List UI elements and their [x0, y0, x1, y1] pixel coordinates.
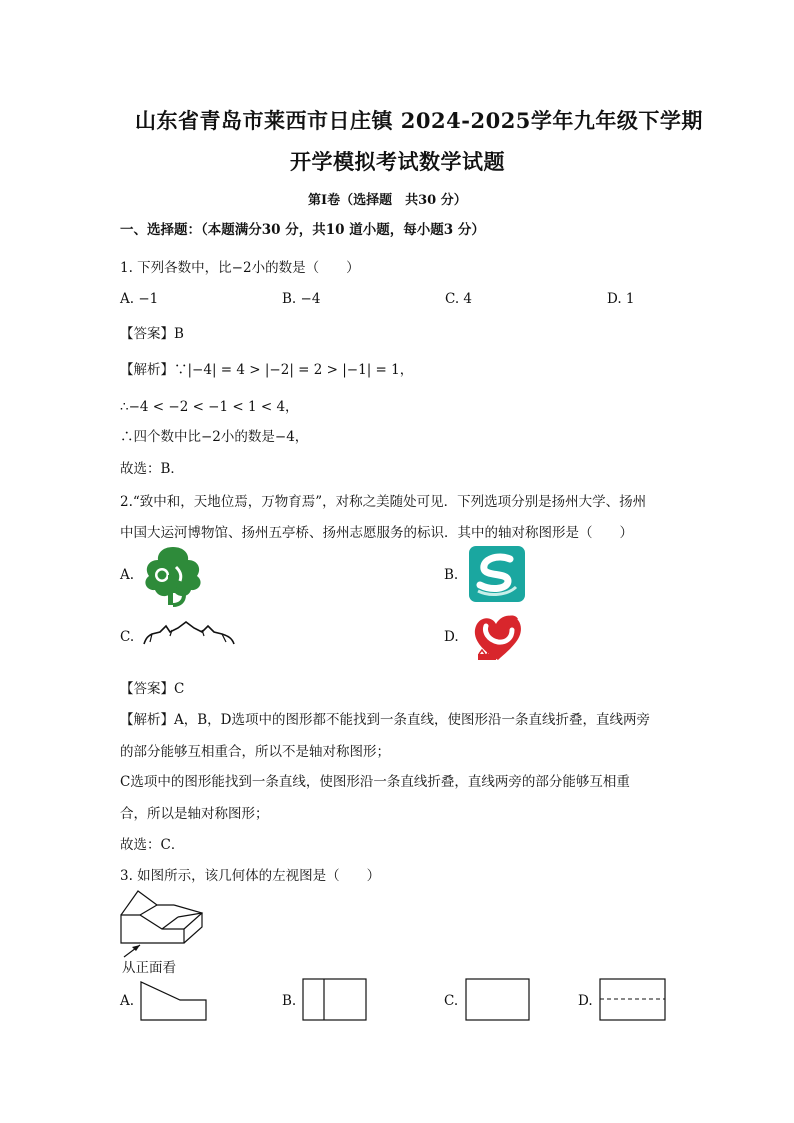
q1-analysis-2: ∴−4 < −2 < −1 < 1 < 4，	[120, 399, 299, 415]
q1-stem: 1. 下列各数中，比−2小的数是（ ）	[120, 260, 360, 276]
q2-stem-line1: 2.“致中和，天地位焉，万物育焉”，对称之美随处可见．下列选项分别是扬州大学、扬州	[120, 494, 647, 510]
tree-logo-icon	[140, 545, 206, 607]
q1-analysis-1: 【解析】∵|−4| = 4 > |−2| = 2 > |−1| = 1，	[120, 362, 414, 378]
doc-title-line1: 山东省青岛市莱西市日庄镇 2024-2025学年九年级下学期	[135, 108, 703, 133]
q1-option-a: A. −1	[120, 291, 159, 307]
q2-analysis-3: C选项中的图形能找到一条直线，使图形沿一条直线折叠，直线两旁的部分能够互相重	[120, 774, 630, 790]
volunteer-heart-logo-icon	[470, 610, 526, 666]
doc-title-line2: 开学模拟考试数学试题	[290, 149, 505, 174]
q2-analysis-5: 故选：C．	[120, 837, 185, 853]
q3-solid-figure	[118, 885, 210, 965]
pavilion-logo-icon	[142, 618, 238, 650]
q3-option-d-figure	[599, 978, 667, 1022]
q1-option-b: B. −4	[282, 291, 321, 307]
q3-label-a: A.	[120, 993, 135, 1009]
q1-answer: 【答案】B	[120, 326, 184, 342]
q1-option-d: D. 1	[607, 291, 635, 307]
q3-figure-caption: 从正面看	[122, 960, 176, 976]
q3-option-b-figure	[302, 978, 368, 1022]
q3-label-b: B.	[282, 993, 297, 1009]
part-header: 一、选择题：（本题满分30 分，共10 道小题，每小题3 分）	[120, 222, 485, 238]
q3-option-a-figure	[140, 980, 208, 1022]
q2-answer: 【答案】C	[120, 681, 185, 697]
section-header: 第Ⅰ卷（选择题 共30 分）	[308, 193, 467, 208]
q2-label-a: A.	[120, 567, 135, 583]
q3-stem: 3. 如图所示，该几何体的左视图是（ ）	[120, 868, 381, 884]
q2-label-c: C.	[120, 629, 135, 645]
q2-analysis-2: 的部分能够互相重合，所以不是轴对称图形；	[120, 744, 390, 760]
q3-label-c: C.	[444, 993, 459, 1009]
q1-analysis-3: ∴四个数中比−2小的数是−4，	[120, 429, 309, 445]
q3-option-c-figure	[465, 978, 531, 1022]
canal-museum-logo-icon	[468, 545, 526, 603]
q2-label-b: B.	[444, 567, 459, 583]
q1-option-c: C. 4	[445, 291, 473, 307]
q2-stem-line2: 中国大运河博物馆、扬州五亭桥、扬州志愿服务的标识．其中的轴对称图形是（ ）	[120, 525, 633, 541]
q3-label-d: D.	[578, 993, 593, 1009]
q2-analysis-1: 【解析】A，B，D选项中的图形都不能找到一条直线，使图形沿一条直线折叠，直线两旁	[120, 712, 650, 728]
q2-label-d: D.	[444, 629, 459, 645]
q1-analysis-4: 故选：B．	[120, 461, 184, 477]
q2-analysis-4: 合，所以是轴对称图形；	[120, 806, 269, 822]
